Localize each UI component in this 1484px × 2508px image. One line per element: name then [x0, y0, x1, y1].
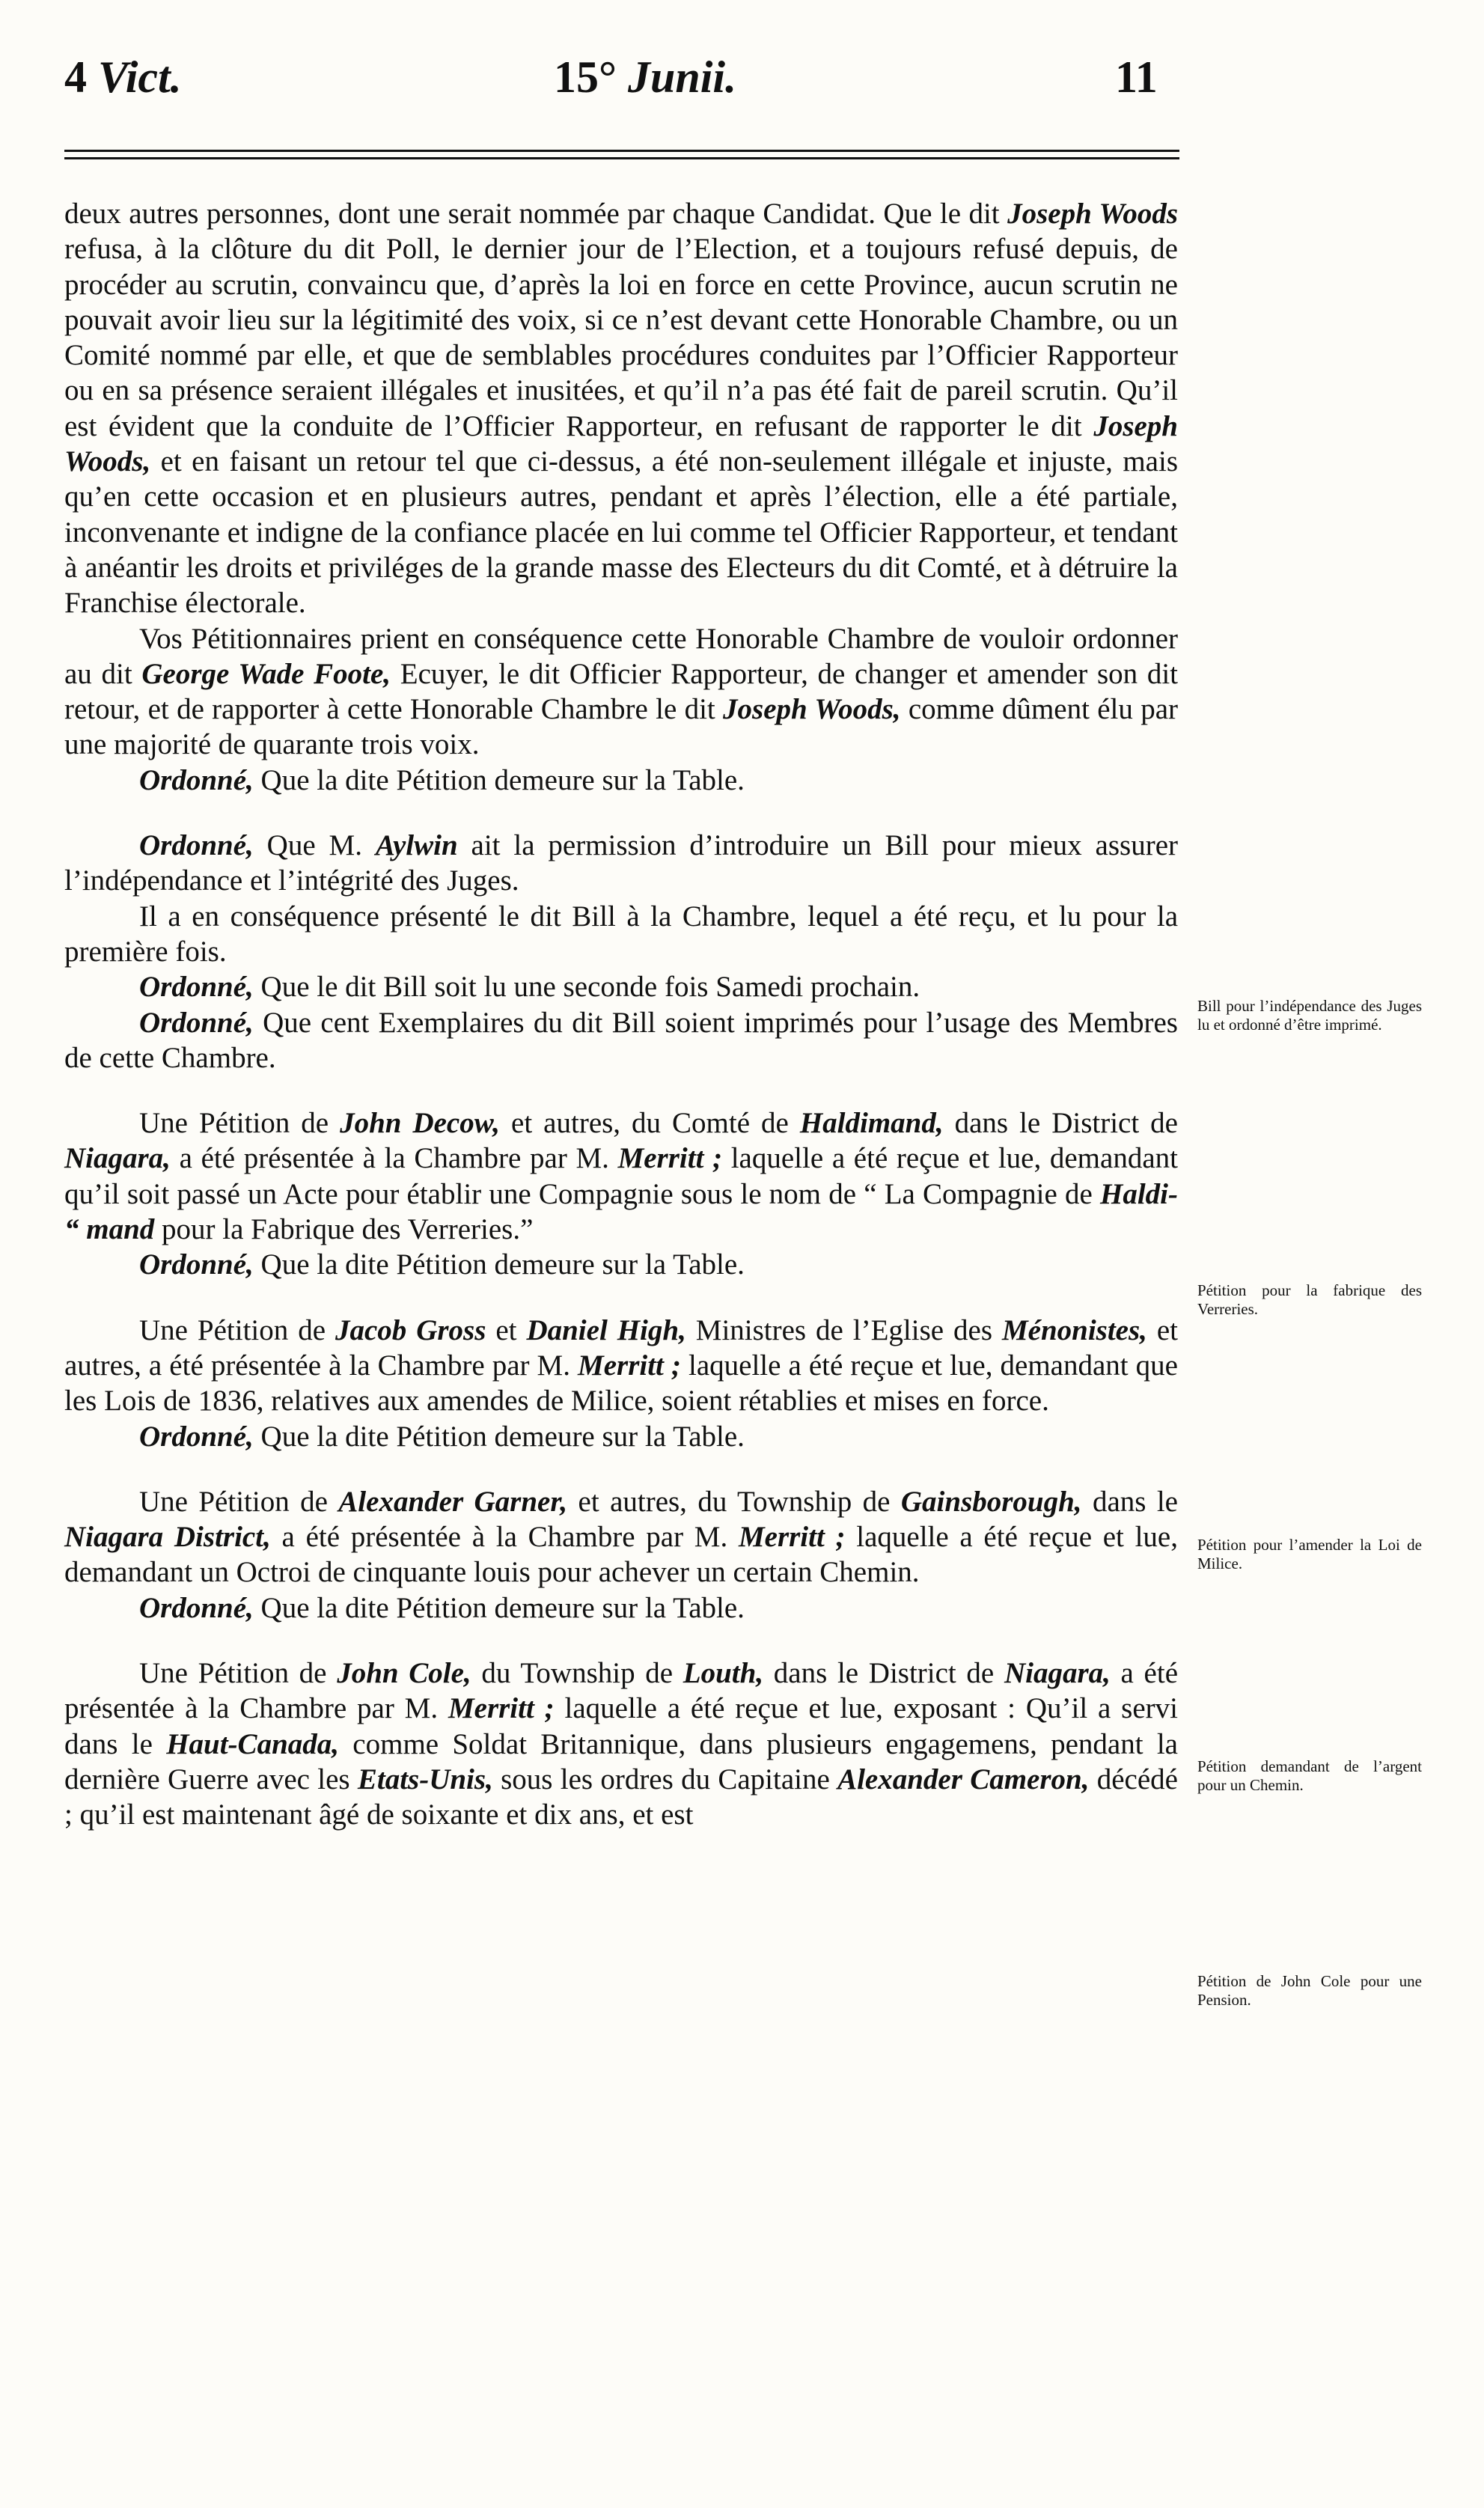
paragraph-bill-presented: Il a en conséquence présenté le dit Bill à la Chambre, lequel a été reçu, et lu pour la première fois.	[64, 900, 1178, 968]
page-number: 11	[1115, 52, 1158, 102]
paragraph-order: Ordonné, Que cent Exemplaires du dit Bill soient imprimés pour l’usage des Membres de cette Chambre.	[64, 1006, 1178, 1074]
paragraph-order: Ordonné, Que la dite Pétition demeure sur la Table.	[139, 1248, 745, 1281]
paragraph-petition-decow: Une Pétition de John Decow, et autres, du Comté de Haldimand, dans le District de Niagara, a été présentée à la Chambre par M. Merritt ; laquelle a été reçue et lue, demandant qu’il soit passé un Acte pour établir une Compagnie sous le nom de “ La Compagnie de Haldi- “ mand pour la Fabrique des Verreries.”	[64, 1107, 1178, 1246]
paragraph-petition-garner: Une Pétition de Alexander Garner, et autres, du Township de Gainsborough, dans le Niagara District, a été présentée à la Chambre par M. Merritt ; laquelle a été reçue et lue, demandant un Octroi de cinquante louis pour achever un certain Chemin.	[64, 1485, 1178, 1589]
paragraph-bill-leave: Ordonné, Que M. Aylwin ait la permission d’introduire un Bill pour mieux assurer l’indépendance et l’intégrité des Juges.	[64, 829, 1179, 897]
margin-note-road: Pétition demandant de l’argent pour un Chemin.	[1197, 1757, 1422, 1794]
month-name: Junii.	[628, 52, 737, 102]
running-header-left	[64, 43, 182, 111]
body-text	[64, 196, 1178, 1832]
paragraph-petition-continued: deux autres personnes, dont une serait nommée par chaque Candidat. Que le dit Joseph Woods refusa, à la clôture du dit Poll, le dernier jour de l’Election, et a toujours refusé depuis, de procéder au scrutin, convaincu que, d’après la loi en force en cette Province, aucun scrutin ne pouvait avoir lieu sur la légitimité des voix, si ce n’est devant cette Honorable Chambre, ou un Comité nommé par elle, et que de semblables procédures conduites par l’Officier Rapporteur ou en sa présence seraient illégales et inusitées, et qu’il n’a pas été fait de pareil scrutin. Qu’il est évident que la conduite de l’Officier Rapporteur, en refusant de rapporter le dit Joseph Woods, et en faisant un retour tel que ci-dessus, a été non-seulement illégale et injuste, mais qu’en cette occasion et en plusieurs autres, pendant et après l’élection, elle a été partiale, inconvenante et indigne de la confiance placée en lui comme tel Officier Rapporteur, et tendant à anéantir les droits et priviléges de la grande masse des Electeurs du dit Comté, et à détruire la Franchise électorale.	[64, 198, 1179, 620]
paragraph-order: Ordonné, Que le dit Bill soit lu une seconde fois Samedi prochain.	[139, 971, 920, 1004]
paragraph-petition-cole: Une Pétition de John Cole, du Township de Louth, dans le District de Niagara, a été présentée à la Chambre par M. Merritt ; laquelle a été reçue et lue, exposant : Qu’il a servi dans le Haut-Canada, comme Soldat Britannique, dans plusieurs engagemens, pendant la dernière Guerre avec les Etats-Unis, sous les ordres du Capitaine Alexander Cameron, décédé ; qu’il est maintenant âgé de soixante et dix ans, et est	[64, 1656, 1179, 1831]
margin-note-militia: Pétition pour l’amender la Loi de Milice.	[1197, 1536, 1422, 1572]
header-rule-thin	[64, 157, 1179, 159]
regnal-year: 4	[64, 52, 87, 102]
header-rule-thick	[64, 150, 1179, 152]
margin-note-bill-judges: Bill pour l’indépendance des Juges lu et ordonné d’être imprimé.	[1197, 997, 1422, 1034]
regnal-name: Vict.	[98, 52, 182, 102]
paragraph-prayer: Vos Pétitionnaires prient en conséquence cette Honorable Chambre de vouloir ordonner au dit George Wade Foote, Ecuyer, le dit Officier Rapporteur, de changer et amender son dit retour, et de rapporter à cette Honorable Chambre le dit Joseph Woods, comme dûment élu par une majorité de quarante trois voix.	[64, 622, 1178, 761]
margin-note-glassworks: Pétition pour la fabrique des Verreries.	[1197, 1281, 1422, 1318]
paragraph-order: Ordonné, Que la dite Pétition demeure sur la Table.	[139, 763, 745, 796]
margin-note-pension: Pétition de John Cole pour une Pension.	[1197, 1972, 1422, 2009]
paragraph-petition-gross: Une Pétition de Jacob Gross et Daniel High, Ministres de l’Eglise des Ménonistes, et autres, a été présentée à la Chambre par M. Merritt ; laquelle a été reçue et lue, demandant que les Lois de 1836, relatives aux amendes de Milice, soient rétablies et mises en force.	[64, 1314, 1178, 1418]
paragraph-order: Ordonné, Que la dite Pétition demeure sur la Table.	[139, 1591, 745, 1624]
running-header-center	[554, 43, 736, 111]
day-number: 15°	[554, 52, 617, 102]
paragraph-order: Ordonné, Que la dite Pétition demeure sur la Table.	[139, 1420, 745, 1453]
